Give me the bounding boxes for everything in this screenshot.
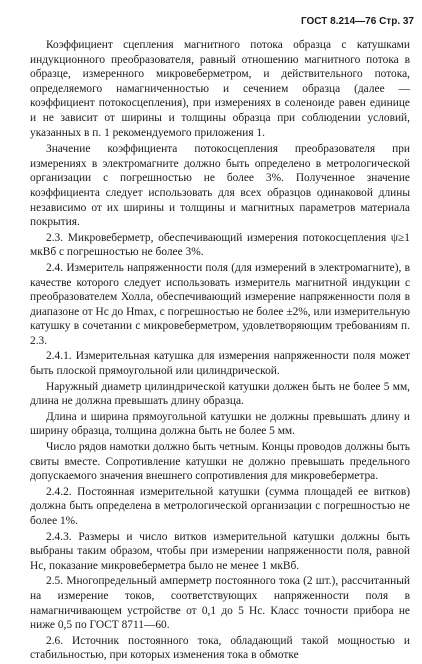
paragraph-flux-coefficient: Коэффициент сцепления магнитного потока образца с катушками индукционного преобразователя, равный отношению магнитного потока в образце, измеренного микровеберметром, и действительного потока, определяемого намагниченностью и сечением образца (далее — коэффициент потокосцепления), при измерениях в соленоиде равен единице и не зависит от ширины и толщины образца при соблюдении условий, указанных в п. 1 рекомендуемого приложения 1. <box>30 39 410 139</box>
page-header: ГОСТ 8.214—76 Стр. 37 <box>300 16 414 27</box>
paragraph-2-4-2: 2.4.2. Постоянная измерительной катушки (сумма площадей ее витков) должна быть определена в метрологической организации с погрешностью не более 1%. <box>30 485 410 527</box>
paragraph-winding-rows: Число рядов намотки должно быть четным. Концы проводов должны быть свиты вместе. Сопротивление катушки не должно превышать предельного допускаемого значения внешнего сопротивления для микровеберметра. <box>30 441 410 483</box>
paragraph-cylindrical-coil: Наружный диаметр цилиндрической катушки должен быть не более 5 мм, длина не должна превышать длину образца. <box>30 380 410 408</box>
paragraph-2-6: 2.6. Источник постоянного тока, обладающий такой мощностью и стабильностью, при которых изменения тока в обмотке <box>30 634 410 662</box>
paragraph-2-4-3: 2.4.3. Размеры и число витков измерительной катушки должны быть выбраны таким образом, чтобы при измерении напряженности поля, равной Hc, показание микровеберметра было не менее 1 мкВб. <box>30 530 410 572</box>
paragraph-coefficient-value: Значение коэффициента потокосцепления преобразователя при измерениях в электромагните должно быть определено в метрологической организации с погрешностью не более 3%. Полученное значение коэффициента следует использовать для всех образцов одинаковой длины независимо от их ширины и толщины и магнитных параметров материала покрытия. <box>30 143 410 229</box>
paragraph-2-4-1: 2.4.1. Измерительная катушка для измерения напряженности поля может быть плоской прямоугольной или цилиндрической. <box>30 350 410 378</box>
body-text <box>30 38 410 664</box>
paragraph-2-3: 2.3. Микровеберметр, обеспечивающий измерения потокосцепления ψ≥1 мкВб с погрешностью не более 3%. <box>30 231 410 259</box>
paragraph-2-5: 2.5. Многопредельный амперметр постоянного тока (2 шт.), рассчитанный на измерение токов, соответствующих напряженности поля в намагничивающем устройстве от 0,1 до 5 Hc. Класс точности прибора не ниже 0,5 по ГОСТ 8711—60. <box>30 575 410 632</box>
paragraph-2-4: 2.4. Измеритель напряженности поля (для измерений в электромагните), в качестве которого следует использовать измеритель магнитной индукции с преобразователем Холла, обеспечивающий измерение напряженности поля в диапазоне от Hc до Hmax, с погрешностью не более ±2%, или измерительную катушку в сочетании с микровеберметром, удовлетворяющим требованиям п. 2.3. <box>30 261 410 347</box>
paragraph-rectangular-coil: Длина и ширина прямоугольной катушки не должны превышать длину и ширину образца, толщина должна быть не более 5 мм. <box>30 410 410 438</box>
